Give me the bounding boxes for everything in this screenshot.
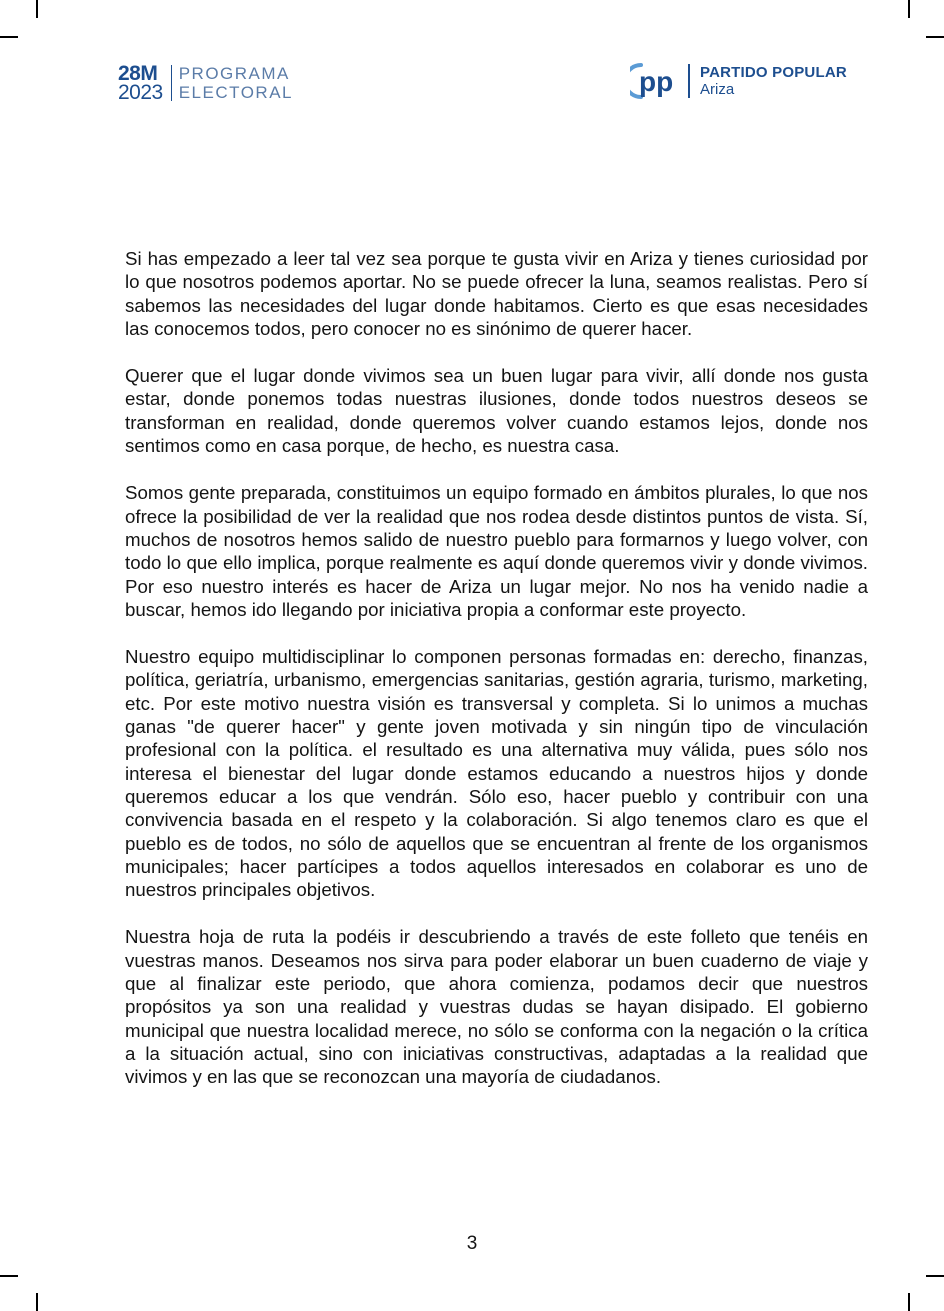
logo-divider <box>171 65 172 101</box>
pp-logo-text: pp <box>639 66 674 97</box>
paragraph: Nuestro equipo multidisciplinar lo componen personas formadas en: derecho, finanzas, política, geriatría, urbanismo, emergencias sanitarias, gestión agraria, turismo, marketing, etc. Por este motivo nuestra visión es transversal y completa. Si lo unimos a muchas ganas "de querer hacer" y gente joven motivada y sin ningún tipo de vinculación profesional con la política. el resultado es una alternativa muy válida, pues sólo nos interesa el bienestar del lugar donde estamos educando a nuestros hijos y donde queremos educar a los que vendrán. Sólo eso, hacer pueblo y contribuir con una convivencia basada en el respeto y la colaboración. Si algo tenemos claro es que el pueblo es de todos, no sólo de aquellos que se encuentran al frente de los organismos municipales; hacer partícipes a todos aquellos interesados en colaborar es uno de nuestros principales objetivos. <box>125 646 868 901</box>
program-label <box>179 64 293 102</box>
party-divider <box>688 64 690 98</box>
campaign-date-line2: 2023 <box>118 81 163 104</box>
crop-mark <box>36 0 38 18</box>
campaign-logo <box>118 63 293 103</box>
party-name: PARTIDO POPULAR <box>700 64 847 81</box>
paragraph: Querer que el lugar donde vivimos sea un buen lugar para vivir, allí donde nos gusta estar, donde ponemos todas nuestras ilusiones, donde todos nuestros deseos se transforman en realidad, donde queremos volver cuando estamos lejos, donde nos sentimos como en casa porque, de hecho, es nuestra casa. <box>125 365 868 457</box>
crop-mark <box>36 1293 38 1311</box>
body-text <box>125 247 868 1113</box>
campaign-date-line1: 28M <box>118 62 158 85</box>
pp-logo-icon <box>630 61 680 101</box>
paragraph: Somos gente preparada, constituimos un equipo formado en ámbitos plurales, lo que nos ofrece la posibilidad de ver la realidad que nos rodea desde distintos puntos de vista. Sí, muchos de nosotros hemos salido de nuestro pueblo para formarnos y luego volver, con todo lo que ello implica, porque realmente es aquí donde queremos vivir y donde vivimos. Por eso nuestro interés es hacer de Ariza un lugar mejor. No nos ha venido nadie a buscar, hemos ido llegando por iniciativa propia a conformar este proyecto. <box>125 482 868 620</box>
crop-mark <box>908 1293 910 1311</box>
crop-mark <box>908 0 910 18</box>
crop-mark <box>0 1275 18 1277</box>
page-number: 3 <box>466 1233 478 1254</box>
party-town: Ariza <box>700 81 735 98</box>
paragraph: Nuestra hoja de ruta la podéis ir descubriendo a través de este folleto que tenéis en vuestras manos. Deseamos nos sirva para poder elaborar un buen cuaderno de viaje y que al finalizar este periodo, que ahora comienza, podamos decir que nuestros propósitos ya son una realidad y vuestras dudas se hayan disipado. El gobierno municipal que nuestra localidad merece, no sólo se conforma con la negación o la crítica a la situación actual, sino con iniciativas constructivas, adaptadas a la realidad que vivimos y en las que se reconozcan una mayoría de ciudadanos. <box>125 926 868 1088</box>
paragraph: Si has empezado a leer tal vez sea porque te gusta vivir en Ariza y tienes curiosidad por lo que nosotros podemos aportar. No se puede ofrecer la luna, seamos realistas. Pero sí sabemos las necesidades del lugar donde habitamos. Cierto es que esas necesidades las conocemos todos, pero conocer no es sinónimo de querer hacer. <box>125 248 868 339</box>
crop-mark <box>926 36 944 38</box>
crop-mark <box>0 36 18 38</box>
crop-mark <box>926 1275 944 1277</box>
program-line1: PROGRAMA <box>178 64 290 83</box>
program-line2: ELECTORAL <box>178 83 293 102</box>
campaign-date <box>118 64 163 102</box>
party-logo <box>630 60 847 102</box>
